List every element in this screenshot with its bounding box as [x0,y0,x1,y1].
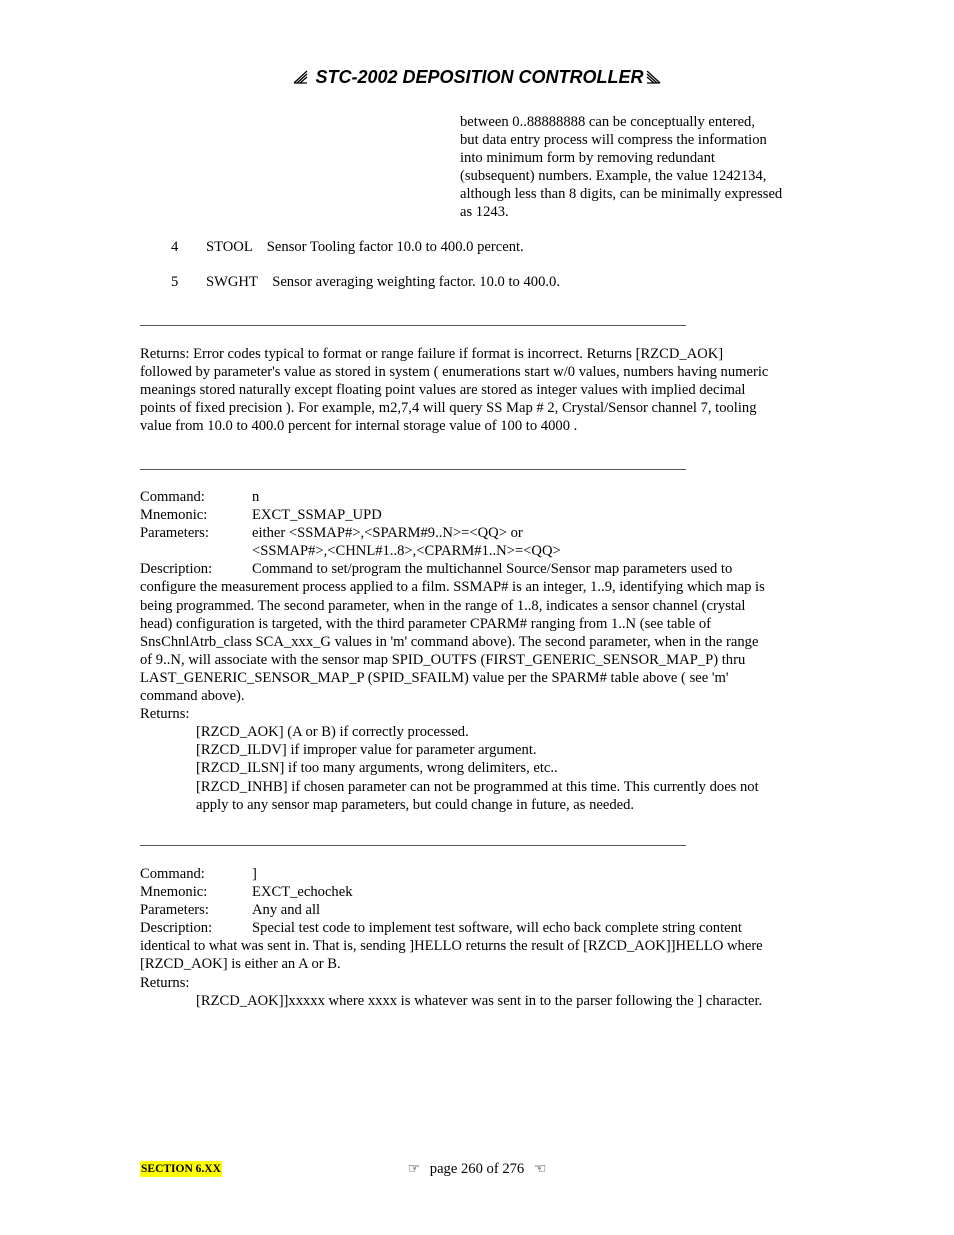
mnemonic-value: EXCT_SSMAP_UPD [252,507,382,524]
divider [140,325,686,326]
returns-list [140,992,820,1010]
parameters-label: Parameters: [140,902,209,919]
section-label: SECTION 6.XX [141,1163,221,1175]
list-item [171,238,178,256]
list-item [171,273,178,291]
returns-label: Returns: [140,706,190,723]
text-line: although less than 8 digits, can be minimally expressed [460,186,783,203]
command-block-echo [140,865,820,1010]
returns-list [140,723,820,813]
divider [140,469,686,470]
pencil-right-icon [644,69,662,85]
pencil-left-icon [292,69,310,85]
returns-paragraph [140,345,816,435]
parameters-value-2: <SSMAP#>,<CHNL#1..8>,<CPARM#1..N>=<QQ> [252,543,561,560]
returns-label: Returns: [140,974,190,991]
text-line: command above). [140,688,245,705]
mnemonic-label: Mnemonic: [140,884,208,901]
text-line: configure the measurement process applied to a film. SSMAP# is an integer, 1..9, identifying which map is [140,579,765,596]
parameters-value: Any and all [252,902,321,919]
command-block-n [140,488,820,814]
text-line: followed by parameter's value as stored in system ( enumerations start w/0 values, numbers having numeric [140,364,769,381]
text-line: head) configuration is targeted, with the third parameter CPARM# ranging from 1..N (see table of [140,615,712,632]
text-line: points of fixed precision ). For example, m2,7,4 will query SS Map # 2, Crystal/Sensor channel 7, tooling [140,400,757,417]
text-line: SnsChnlAtrb_class SCA_xxx_G values in 'm' command above). The second parameter, when in the range [140,633,759,650]
text-line: identical to what was sent in. That is, sending ]HELLO returns the result of [RZCD_AOK]]HELLO where [140,938,763,955]
command-value: ] [252,866,257,882]
page-number-text: page 260 of 276 [429,1161,525,1177]
text-line: being programmed. The second parameter, when in the range of 1..8, indicates a sensor channel (crystal [140,597,746,614]
text-line: but data entry process will compress the information [460,132,767,149]
item-text: SWGHT Sensor averaging weighting factor. 10.0 to 400.0. [206,274,560,290]
parameters-label: Parameters: [140,525,209,542]
item-text: STOOL Sensor Tooling factor 10.0 to 400.0 percent. [206,239,524,255]
description-first-line: Special test code to implement test software, will echo back complete string content [252,920,742,937]
text-line: Returns: Error codes typical to format or range failure if format is incorrect. Returns [RZCD_AOK] [140,346,724,362]
page-title: STC-2002 DEPOSITION CONTROLLER [315,67,644,87]
text-line: LAST_GENERIC_SENSOR_MAP_P (SPID_SFAILM) value per the SPARM# table above ( see 'm' [140,669,729,686]
return-item: [RZCD_AOK]]xxxxx where xxxx is whatever was sent in to the parser following the ] character. [196,992,763,1009]
description-label: Description: [140,920,213,937]
return-item: [RZCD_INHB] if chosen parameter can not be programmed at this time. This currently does not [196,778,759,795]
item-number: 5 [171,274,179,290]
description-first-line: Command to set/program the multichannel Source/Sensor map parameters used to [252,561,733,578]
mnemonic-label: Mnemonic: [140,507,208,524]
page-number [0,1160,954,1178]
text-line: [RZCD_AOK] is either an A or B. [140,956,341,973]
hand-left-icon: ☜ [533,1161,547,1177]
text-line: value from 10.0 to 400.0 percent for internal storage value of 100 to 4000 . [140,418,578,435]
command-label: Command: [140,489,205,505]
description-text [140,937,820,973]
description-label: Description: [140,561,213,578]
page-header [0,66,954,88]
return-item: [RZCD_ILDV] if improper value for parameter argument. [196,742,537,759]
return-item: [RZCD_ILSN] if too many arguments, wrong delimiters, etc.. [196,760,558,777]
return-item: apply to any sensor map parameters, but could change in future, as needed. [196,796,635,813]
text-line: between 0..88888888 can be conceptually entered, [460,114,756,130]
hand-right-icon: ☞ [407,1161,421,1177]
return-item: [RZCD_AOK] (A or B) if correctly processed. [196,724,469,741]
command-label: Command: [140,866,205,882]
text-line: of 9..N, will associate with the sensor map SPID_OUTFS (FIRST_GENERIC_SENSOR_MAP_P) thru [140,651,746,668]
description-text [140,578,820,705]
divider [140,845,686,846]
command-value: n [252,489,260,505]
parameters-value: either <SSMAP#>,<SPARM#9..N>=<QQ> or [252,525,523,542]
text-line: meanings stored naturally except floating point values are stored as integer values with implied decimal [140,382,746,399]
item-number: 4 [171,239,179,255]
text-line: (subsequent) numbers. Example, the value 1242134, [460,168,767,185]
mnemonic-value: EXCT_echochek [252,884,353,901]
text-line: as 1243. [460,204,509,221]
text-line: into minimum form by removing redundant [460,150,715,167]
continuation-text [460,113,782,222]
